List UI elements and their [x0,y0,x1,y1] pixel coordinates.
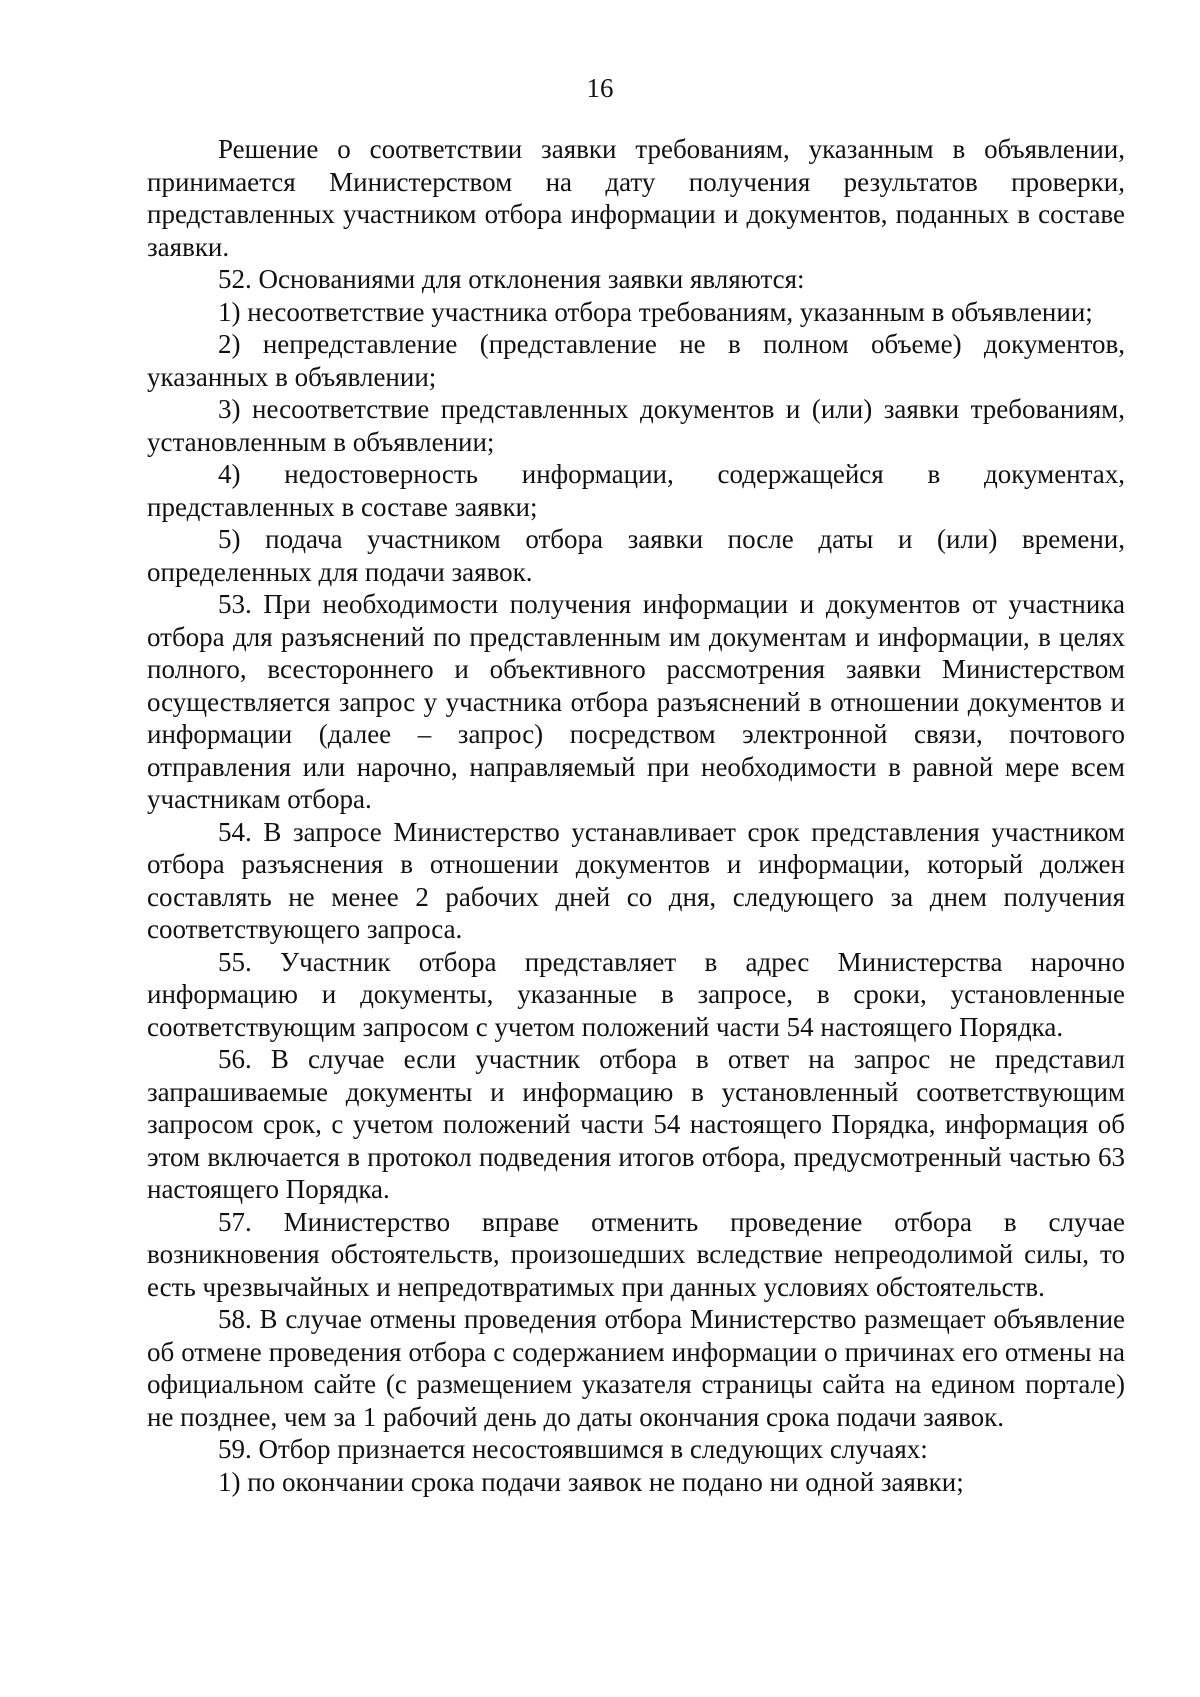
list-item-52-3: 3) несоответствие представленных документов и (или) заявки требованиям, установленным в объявлении; [147,394,1125,457]
paragraph-decision: Решение о соответствии заявки требованиям, указанным в объявлении, принимается Министерством на дату получения результатов проверки, представленных участником отбора информации и документов, поданных в составе заявки. [147,134,1125,262]
list-item-52-1: 1) несоответствие участника отбора требованиям, указанным в объявлении; [218,296,1093,327]
paragraph-56: 56. В случае если участник отбора в ответ на запрос не представил запрашиваемые документы и информацию в установленный соответствующим запросом срок, с учетом положений части 54 настоящего Порядка, информация об этом включается в протокол подведения итогов отбора, предусмотренный частью 63 настоящего Порядка. [147,1044,1125,1204]
paragraph-55: 55. Участник отбора представляет в адрес Министерства нарочно информацию и документы, указанные в запросе, в сроки, установленные соответствующим запросом с учетом положений части 54 настоящего Порядка. [147,946,1125,1042]
paragraph-59: 59. Отбор признается несостоявшимся в следующих случаях: [218,1434,928,1464]
list-item-52-4: 4) недостоверность информации, содержащейся в документах, представленных в составе заявки; [147,459,1125,522]
paragraph-53: 53. При необходимости получения информации и документов от участника отбора для разъяснений по представленным им документам и информации, в целях полного, всестороннего и объективного рассмотрения заявки Министерством осуществляется запрос у участника отбора разъяснений в отношении документов и информации (далее – запрос) посредством электронной связи, почтового отправления или нарочно, направляемый при необходимости в равной мере всем участникам отбора. [147,589,1125,814]
paragraph-54: 54. В запросе Министерство устанавливает срок представления участником отбора разъяснения в отношении документов и информации, который должен составлять не менее 2 рабочих дней со дня, следующего за днем получения соответствующего запроса. [147,816,1125,944]
list-item-59-1: 1) по окончании срока подачи заявок не подано ни одной заявки; [218,1466,964,1497]
list-item-52-5: 5) подача участником отбора заявки после даты и (или) времени, определенных для подачи заявок. [147,524,1125,587]
paragraph-58: 58. В случае отмены проведения отбора Министерство размещает объявление об отмене проведения отбора с содержанием информации о причинах его отмены на официальном сайте (с размещением указателя страницы сайта на едином портале) не позднее, чем за 1 рабочий день до даты окончания срока подачи заявок. [147,1304,1125,1432]
document-body [147,133,1125,1498]
list-item-52-2: 2) непредставление (представление не в полном объеме) документов, указанных в объявлении; [147,329,1125,392]
page-number: 16 [586,73,614,103]
paragraph-52: 52. Основаниями для отклонения заявки являются: [218,264,805,294]
paragraph-57: 57. Министерство вправе отменить проведение отбора в случае возникновения обстоятельств, произошедших вследствие непреодолимой силы, то есть чрезвычайных и непредотвратимых при данных условиях обстоятельств. [147,1206,1125,1302]
